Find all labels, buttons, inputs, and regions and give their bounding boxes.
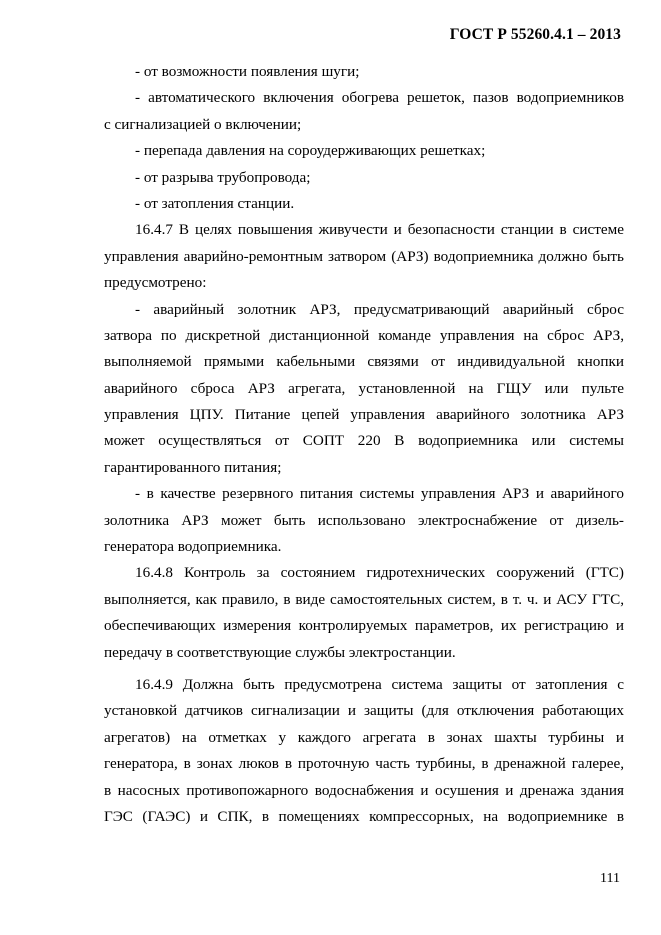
- text-line: генератора, в зонах люков в проточную часть турбины, в дренажной галерее,: [104, 755, 624, 773]
- text-line: 16.4.7 В целях повышения живучести и безопасности станции в системе: [135, 221, 624, 239]
- text-line: - перепада давления на сороудерживающих решетках;: [135, 142, 486, 160]
- text-line: золотника АРЗ может быть использовано электроснабжение от дизель-: [104, 511, 624, 529]
- text-line: выполняемой прямыми кабельными связями от индивидуальной кнопки: [104, 353, 624, 371]
- page-number: 111: [600, 871, 620, 886]
- text-line: может осуществляться от СОПТ 220 В водоприемника или системы: [104, 432, 624, 450]
- text-line: гарантированного питания;: [104, 458, 282, 476]
- text-line: установкой датчиков сигнализации и защиты (для отключения работающих: [104, 702, 624, 720]
- text-line: 16.4.8 Контроль за состоянием гидротехнических сооружений (ГТС): [135, 564, 624, 582]
- text-line: обеспечивающих измерения контролируемых параметров, их регистрацию и: [104, 617, 624, 635]
- text-line: затвора по дискретной дистанционной команде управления на сброс АРЗ,: [104, 326, 624, 344]
- text-line: - от затопления станции.: [135, 194, 295, 212]
- document-body: [104, 59, 624, 830]
- text-line: - автоматического включения обогрева решеток, пазов водоприемников: [135, 89, 624, 107]
- text-line: управления аварийно-ремонтным затвором (АРЗ) водоприемника должно быть: [104, 247, 624, 265]
- text-line: управления ЦПУ. Питание цепей управления аварийного золотника АРЗ: [104, 406, 624, 424]
- text-line: в насосных противопожарного водоснабжения и осушения и дренажа здания: [104, 781, 624, 799]
- text-line: агрегатов) на отметках у каждого агрегата в зонах шахты турбины и: [104, 728, 624, 746]
- text-line: - от возможности появления шуги;: [135, 63, 360, 80]
- text-line: передачу в соответствующие службы электростанции.: [104, 643, 456, 661]
- text-line: генератора водоприемника.: [104, 538, 282, 556]
- document-header: ГОСТ Р 55260.4.1 – 2013: [449, 26, 621, 43]
- text-line: с сигнализацией о включении;: [104, 115, 302, 133]
- text-line: выполняется, как правило, в виде самостоятельных систем, в т. ч. и АСУ ГТС,: [104, 590, 624, 608]
- text-line: 16.4.9 Должна быть предусмотрена система защиты от затопления с: [135, 675, 624, 693]
- text-line: аварийного сброса АРЗ агрегата, установленной на ГЩУ или пульте: [104, 379, 624, 397]
- text-line: ГЭС (ГАЭС) и СПК, в помещениях компрессорных, на водоприемнике в: [104, 807, 624, 825]
- text-line: - в качестве резервного питания системы управления АРЗ и аварийного: [135, 485, 624, 503]
- text-line: - аварийный золотник АРЗ, предусматривающий аварийный сброс: [135, 300, 624, 318]
- text-line: - от разрыва трубопровода;: [135, 168, 311, 186]
- text-line: предусмотрено:: [104, 274, 207, 292]
